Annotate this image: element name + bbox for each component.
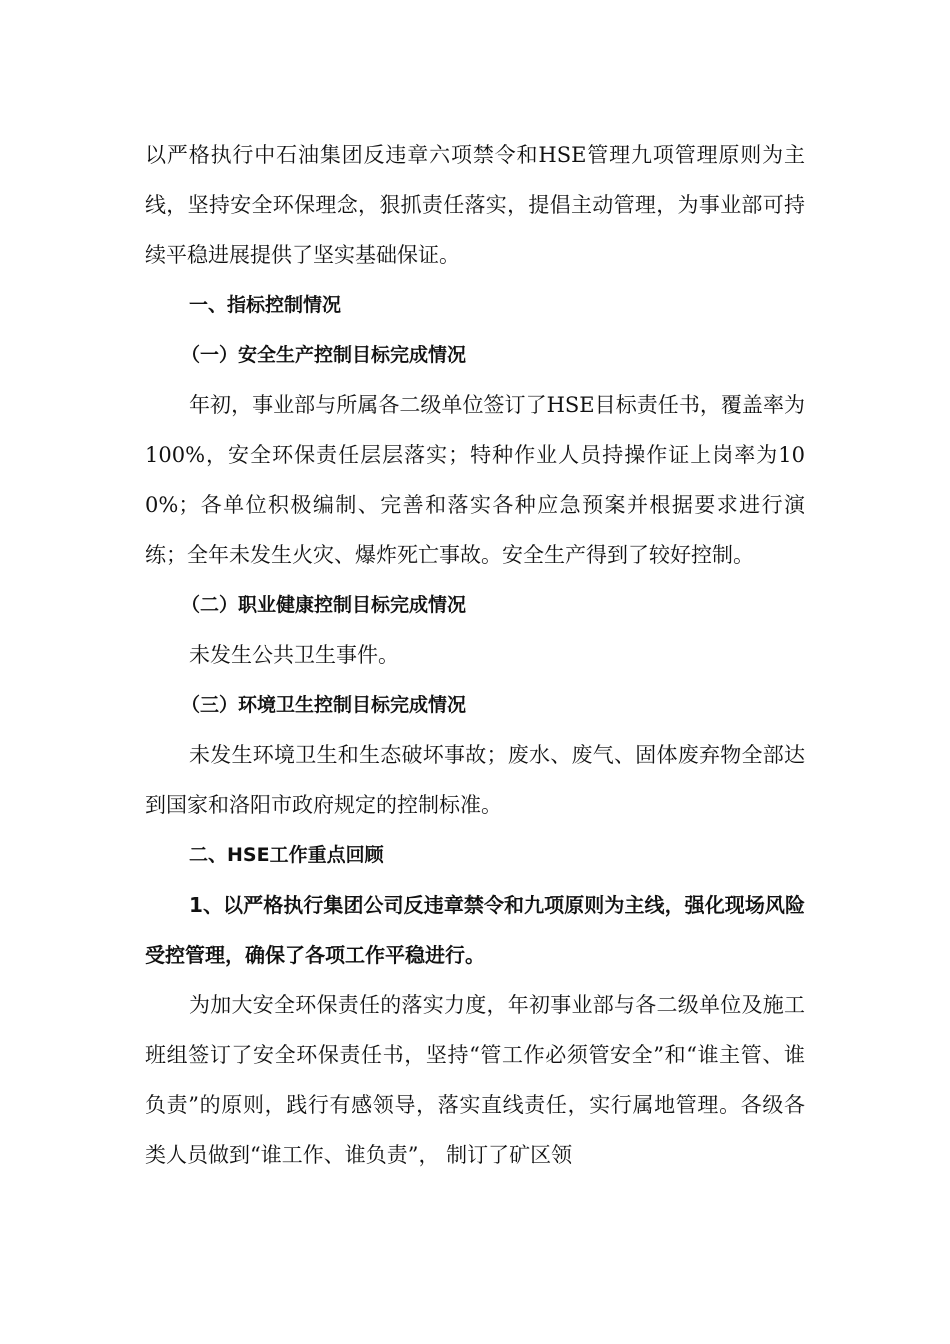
paragraph-occupational-health: 未发生公共卫生事件。: [189, 643, 399, 667]
section-heading-indicator-control: 一、指标控制情况: [189, 294, 342, 316]
paragraph-safety-production: 年初，事业部与所属各二级单位签订了HSE目标责任书，覆盖率为100%，安全环保责任层层落实；特种作业人员持操作证上岗率为100%；各单位积极编制、完善和落实各种应急预案并根据要求进行演练；全年未发生火灾、爆炸死亡事故。安全生产得到了较好控制。: [145, 393, 805, 567]
paragraph-environment: 未发生环境卫生和生态破坏事故；废水、废气、固体废弃物全部达到国家和洛阳市政府规定的控制标准。: [145, 743, 805, 817]
subheading-environment: （三）环境卫生控制目标完成情况: [181, 694, 467, 716]
subheading-safety-production: （一）安全生产控制目标完成情况: [181, 344, 467, 366]
intro-paragraph: 以严格执行中石油集团反违章六项禁令和HSE管理九项管理原则为主线，坚持安全环保理念，狠抓责任落实，提倡主动管理，为事业部可持续平稳进展提供了坚实基础保证。: [145, 143, 805, 267]
section-heading-hse-review: 二、HSE工作重点回顾: [189, 844, 384, 866]
paragraph-point-1: 为加大安全环保责任的落实力度，年初事业部与各二级单位及施工班组签订了安全环保责任书，坚持“管工作必须管安全”和“谁主管、谁负责”的原则，践行有感领导，落实直线责任，实行属地管理。各级各类人员做到“谁工作、谁负责”， 制订了矿区领: [145, 993, 805, 1167]
subheading-occupational-health: （二）职业健康控制目标完成情况: [181, 594, 467, 616]
document-page: [145, 130, 805, 1180]
point-heading-1: 1、以严格执行集团公司反违章禁令和九项原则为主线，强化现场风险受控管理，确保了各项工作平稳进行。: [145, 893, 805, 967]
